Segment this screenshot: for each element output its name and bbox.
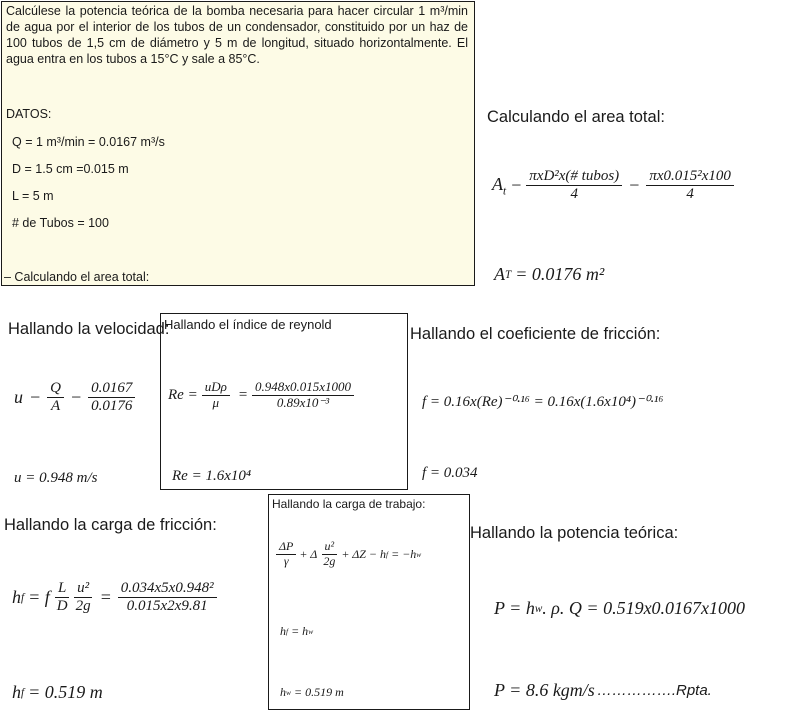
area-eq1: −: [510, 175, 523, 196]
problem-statement: Calcúlese la potencia teórica de la bomba necesaria para hacer circular 1 m³/min de agua por el interior de los tubos de un condensador, constituido por un haz de 100 tubos de 1,5 cm de diámetro y 5 m de longitud, situado horizontalmente. El agua entra en los tubos a 15°C y sale a 85°C.: [6, 4, 468, 66]
friction-head-heading: Hallando la carga de fricción:: [4, 516, 217, 534]
friction-coef-heading: Hallando el coeficiente de fricción:: [410, 325, 661, 343]
dato-d: D = 1.5 cm =0.015 m: [12, 162, 129, 176]
reynolds-result: Re = 1.6x10⁴: [172, 468, 252, 484]
area-frac2: $\frac{\text{πx0.015²x100}}{4}$: [646, 168, 734, 204]
power-result: P = 8.6 kgm/s: [494, 680, 595, 700]
reynolds-heading: Hallando el índice de reynold: [164, 317, 332, 332]
bernoulli-equation: $\frac{\Delta P}{\gamma}$ + Δ $\frac{\text{u²}}{2g}$ + ΔZ − h f = −h w: [276, 540, 421, 569]
area-result: A T = 0.0176 m²: [494, 264, 605, 284]
power-result-line: [494, 680, 712, 701]
rpta-label: …………….Rpta.: [596, 682, 712, 699]
dato-tubos: # de Tubos = 100: [12, 216, 109, 230]
reynolds-formula: Re = $\frac{\text{uDρ}}{\mu}$ = $\frac{0.948x0.015x1000}{\text{0.89x10⁻³}}$: [168, 380, 354, 411]
power-heading: Hallando la potencia teórica:: [470, 524, 679, 542]
area-item: – Calculando el area total:: [4, 270, 150, 284]
area-heading: Calculando el area total:: [487, 108, 665, 126]
friction-coef-result: f = 0.034: [422, 465, 478, 481]
velocity-heading: Hallando la velocidad:: [8, 320, 170, 338]
dato-q: Q = 1 m³/min = 0.0167 m³/s: [12, 135, 165, 149]
power-formula: P = h w . ρ. Q = 0.519x0.0167x1000: [494, 598, 746, 618]
datos-label: DATOS:: [6, 107, 52, 121]
velocity-result: u = 0.948 m/s: [14, 470, 98, 486]
area-frac1: $\frac{\text{πxD²x(\# tubos)}}{4}$: [526, 168, 622, 204]
friction-head-result: h f = 0.519 m: [12, 682, 103, 702]
work-head-equality: h f = h w: [280, 624, 314, 638]
area-eq2: −: [628, 175, 641, 196]
velocity-formula: u − $\frac{Q}{A}$ − $\frac{0.0167}{0.0176}$: [14, 380, 135, 416]
dato-l: L = 5 m: [12, 189, 54, 203]
work-head-result: h w = 0.519 m: [280, 685, 344, 699]
work-head-heading: Hallando la carga de trabajo:: [272, 497, 426, 511]
work-head-box: [268, 494, 470, 710]
friction-coef-formula: f = 0.16x(Re)⁻⁰·¹⁶ = 0.16x(1.6x10⁴)⁻⁰·¹⁶: [422, 394, 664, 410]
area-lhs: $A_t$: [492, 173, 507, 198]
area-formula: [492, 168, 734, 204]
friction-head-formula: h f = f $\frac{L}{D}$ $\frac{\text{u²}}{2g}$ = $\frac{\text{0.034x5x0.948²}}{0.015x2x9.81}$: [12, 580, 217, 616]
